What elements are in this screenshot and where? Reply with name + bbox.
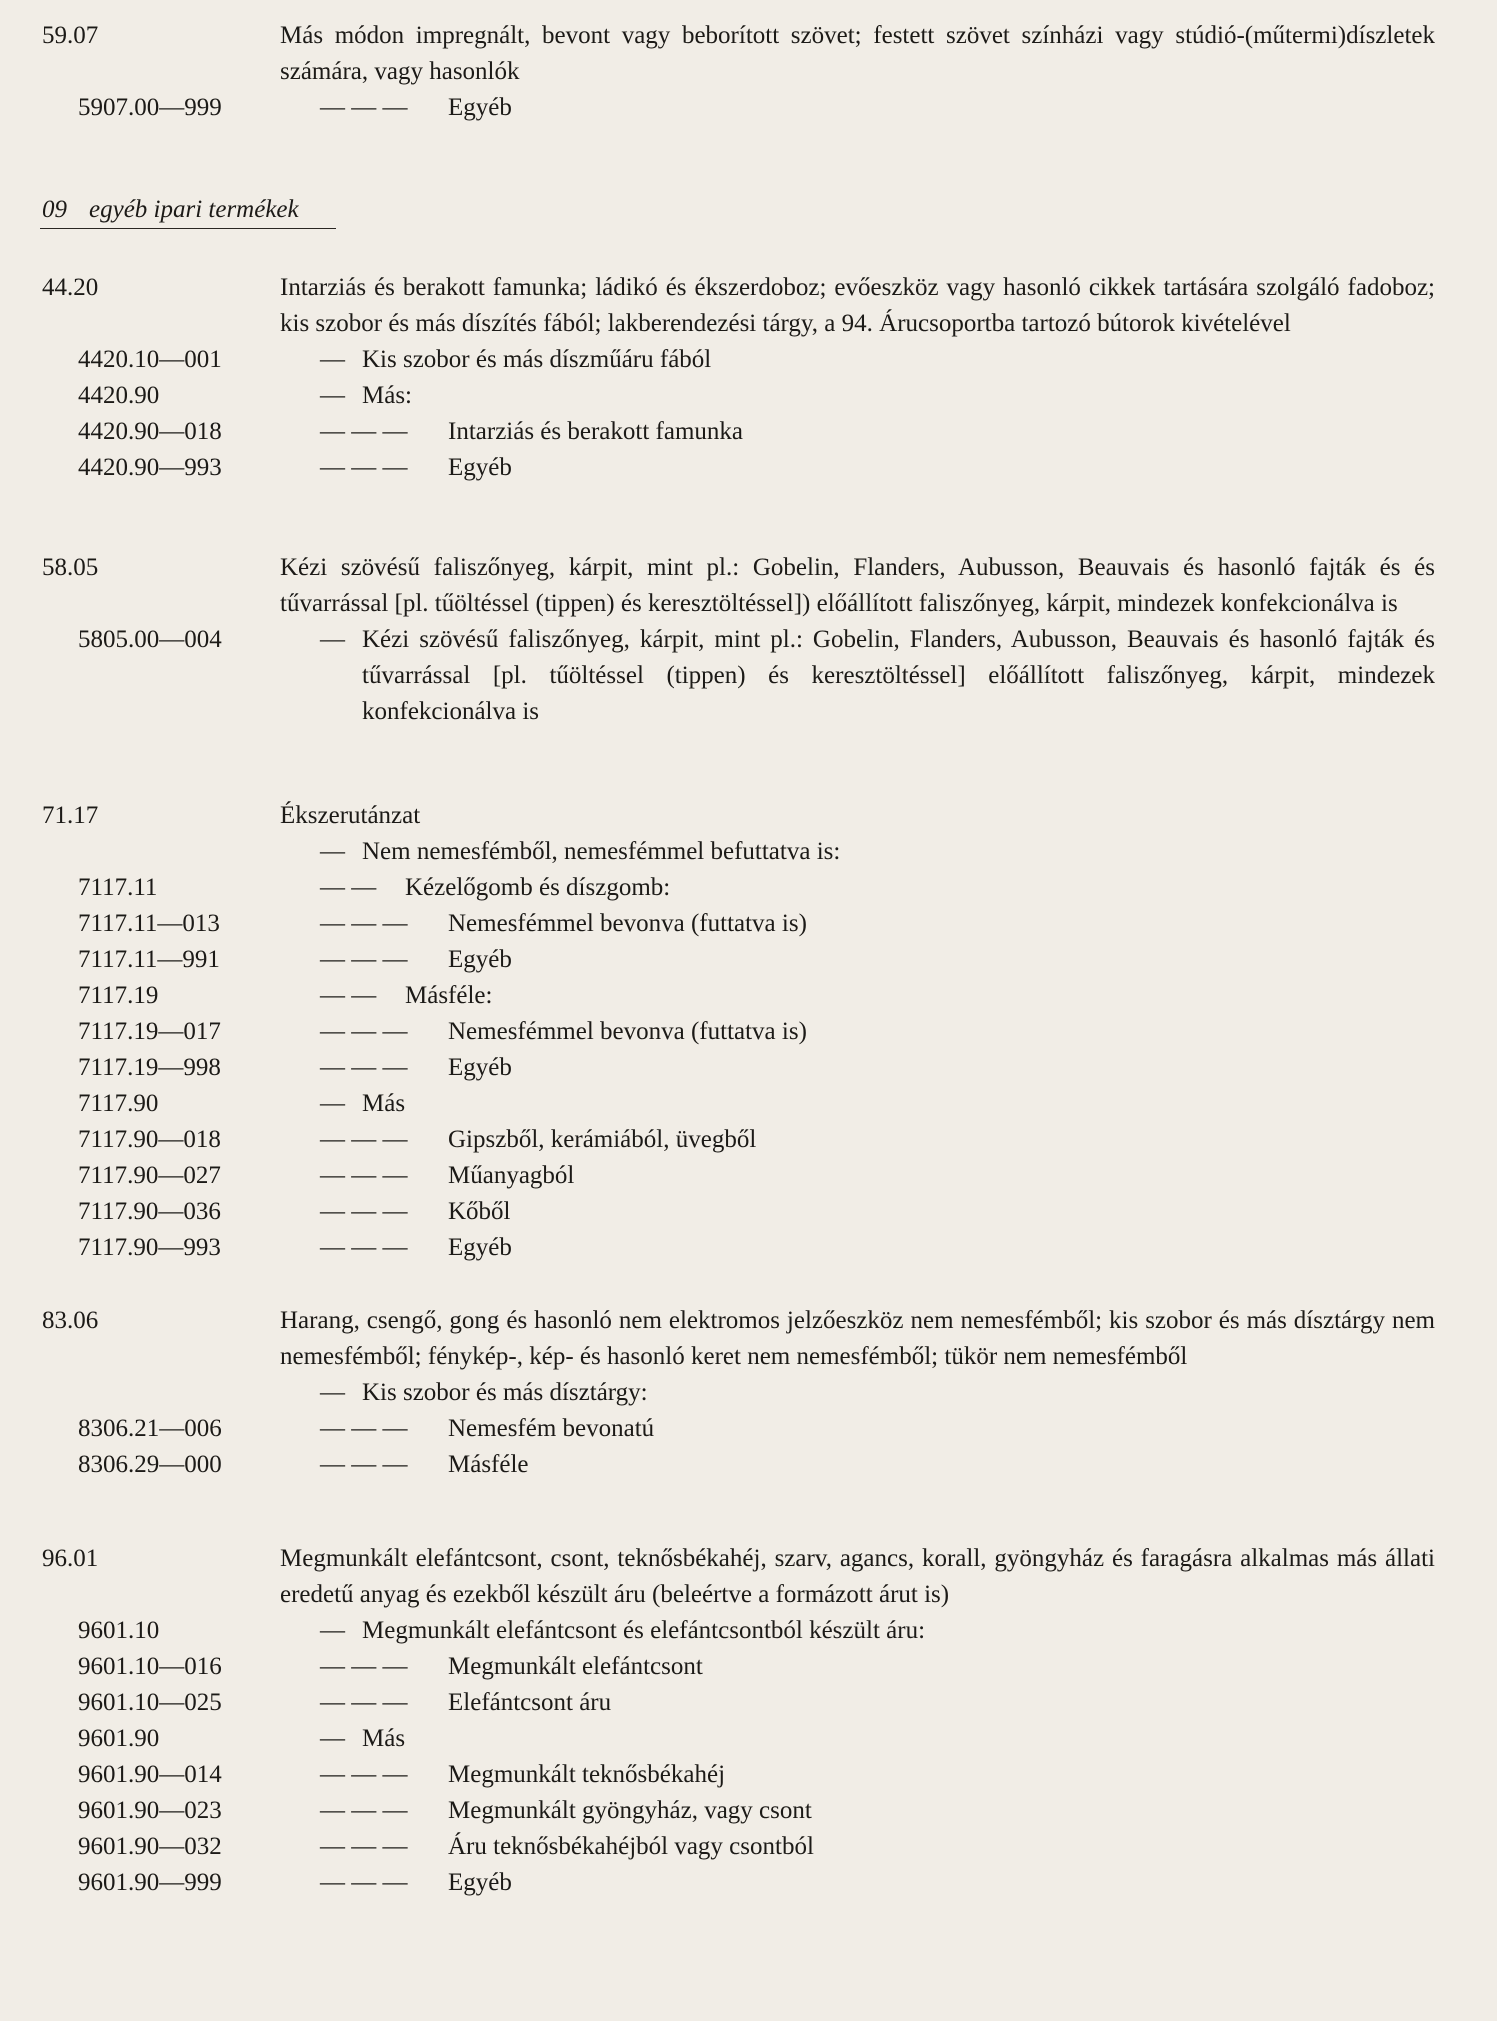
tariff-row <box>0 90 1497 126</box>
heading-code: 59.07 <box>42 22 99 49</box>
tariff-code: 7117.90—993 <box>78 1234 221 1261</box>
indent-dashes: — <box>320 838 345 865</box>
indent-dashes: — <box>320 1379 345 1406</box>
heading-description: Kézi szövésű faliszőnyeg, kárpit, mint pl.: Gobelin, Flanders, Aubusson, Beauvais és hasonló fajták és és tűvarrással [pl. tűöltéssel (tippen) és keresztöltéssel]) előállított faliszőnyeg, kárpit, mindezek konfekcionálva is <box>280 554 1435 617</box>
indent-dashes: — — — <box>320 946 408 973</box>
tariff-description: Megmunkált teknősbékahéj <box>448 1761 726 1788</box>
tariff-description: Kézi szövésű faliszőnyeg, kárpit, mint pl.: Gobelin, Flanders, Aubusson, Beauvais és hasonló fajták és tűvarrással [pl. tűöltéssel (tippen) és keresztöltéssel] előállított faliszőnyeg, kárpit, mindezek konfekcionálva is <box>362 626 1435 725</box>
tariff-code: 4420.10—001 <box>78 346 222 373</box>
category-underline <box>40 228 336 229</box>
tariff-row <box>0 1447 1497 1483</box>
heading-description: Intarziás és berakott famunka; ládikó és ékszerdoboz; evőeszköz vagy hasonló cikkek tartására szolgáló fadoboz; kis szobor és más díszítés fából; lakberendezési tárgy, a 94. Árucsoportba tartozó bútorok kivételével <box>280 274 1435 337</box>
tariff-code: 9601.90—014 <box>78 1761 222 1788</box>
indent-dashes: — — — <box>320 454 408 481</box>
heading-code: 96.01 <box>42 1545 99 1572</box>
category-number: 09 <box>42 196 67 223</box>
tariff-code: 7117.90—018 <box>78 1126 221 1153</box>
tariff-row <box>0 378 1497 414</box>
tariff-code: 9601.90—032 <box>78 1833 222 1860</box>
tariff-description: Gipszből, kerámiából, üvegből <box>448 1126 757 1153</box>
indent-dashes: — — — <box>320 1689 408 1716</box>
tariff-description: Megmunkált elefántcsont <box>448 1653 703 1680</box>
tariff-description: Másféle: <box>405 982 493 1009</box>
indent-dashes: — — — <box>320 1198 408 1225</box>
tariff-code: 9601.10—025 <box>78 1689 222 1716</box>
tariff-row <box>0 1158 1497 1194</box>
indent-dashes: — <box>320 626 345 653</box>
tariff-row <box>0 1793 1497 1829</box>
indent-dashes: — — — <box>320 1797 408 1824</box>
tariff-row <box>0 942 1497 978</box>
indent-dashes: — <box>320 382 345 409</box>
tariff-code: 8306.21—006 <box>78 1415 222 1442</box>
tariff-row <box>0 978 1497 1014</box>
tariff-description: Egyéb <box>448 1869 512 1896</box>
tariff-description: Kőből <box>448 1198 511 1225</box>
indent-dashes: — — — <box>320 910 408 937</box>
indent-dashes: — — — <box>320 1234 408 1261</box>
tariff-code: 9601.10—016 <box>78 1653 222 1680</box>
heading-44-20 <box>0 270 1497 486</box>
heading-description: Harang, csengő, gong és hasonló nem elektromos jelzőeszköz nem nemesfémből; kis szobor és más dísztárgy nem nemesfémből; fénykép-, kép- és hasonló keret nem nemesfémből; tükör nem nemesfémből <box>280 1307 1435 1370</box>
tariff-code: 7117.11—013 <box>78 910 220 937</box>
indent-dashes: — — — <box>320 1869 408 1896</box>
tariff-description: Nemesfémmel bevonva (futtatva is) <box>448 1018 807 1045</box>
heading-description: Megmunkált elefántcsont, csont, teknősbékahéj, szarv, agancs, korall, gyöngyház és faragásra alkalmas más állati eredetű anyag és ezekből készült áru (beleértve a formázott árut is) <box>280 1545 1435 1608</box>
heading-59-07 <box>0 18 1497 126</box>
tariff-row <box>0 870 1497 906</box>
tariff-row <box>0 1375 1497 1411</box>
tariff-description: Más: <box>362 382 412 409</box>
tariff-row <box>0 1757 1497 1793</box>
indent-dashes: — <box>320 1725 345 1752</box>
tariff-description: Megmunkált gyöngyház, vagy csont <box>448 1797 812 1824</box>
heading-83-06 <box>0 1303 1497 1483</box>
tariff-code: 7117.90—036 <box>78 1198 221 1225</box>
indent-dashes: — — — <box>320 1415 408 1442</box>
tariff-row <box>0 1014 1497 1050</box>
tariff-description: Nemesfémmel bevonva (futtatva is) <box>448 910 807 937</box>
tariff-description: Kis szobor és más dísztárgy: <box>362 1379 648 1406</box>
heading-code: 58.05 <box>42 554 99 581</box>
indent-dashes: — — — <box>320 1833 408 1860</box>
indent-dashes: — — — <box>320 1018 408 1045</box>
tariff-row <box>0 1829 1497 1865</box>
tariff-description: Nem nemesfémből, nemesfémmel befuttatva is: <box>362 838 841 865</box>
tariff-description: Nemesfém bevonatú <box>448 1415 655 1442</box>
tariff-description: Kézelőgomb és díszgomb: <box>405 874 671 901</box>
tariff-row <box>0 1050 1497 1086</box>
heading-row <box>0 18 1497 90</box>
tariff-row <box>0 450 1497 486</box>
tariff-code: 9601.90—023 <box>78 1797 222 1824</box>
tariff-description: Intarziás és berakott famunka <box>448 418 744 445</box>
tariff-code: 9601.10 <box>78 1617 160 1644</box>
tariff-code: 7117.90 <box>78 1090 159 1117</box>
indent-dashes: — — — <box>320 1653 408 1680</box>
tariff-code: 5805.00—004 <box>78 626 222 653</box>
indent-dashes: — <box>320 346 345 373</box>
tariff-code: 7117.11—991 <box>78 946 220 973</box>
indent-dashes: — — — <box>320 418 408 445</box>
tariff-description: Elefántcsont áru <box>448 1689 612 1716</box>
heading-row <box>0 1303 1497 1375</box>
heading-58-05 <box>0 550 1497 730</box>
tariff-row <box>0 1086 1497 1122</box>
heading-row <box>0 798 1497 834</box>
tariff-row <box>0 834 1497 870</box>
indent-dashes: — — <box>320 982 377 1009</box>
heading-96-01 <box>0 1541 1497 1901</box>
category-heading <box>42 192 299 228</box>
tariff-row <box>0 1411 1497 1447</box>
tariff-code: 7117.90—027 <box>78 1162 221 1189</box>
tariff-row <box>0 622 1497 730</box>
heading-row <box>0 270 1497 342</box>
tariff-code: 9601.90 <box>78 1725 160 1752</box>
tariff-row <box>0 342 1497 378</box>
heading-code: 71.17 <box>42 802 99 829</box>
heading-71-17 <box>0 798 1497 1266</box>
tariff-code: 7117.11 <box>78 874 158 901</box>
indent-dashes: — — — <box>320 1761 408 1788</box>
tariff-code: 8306.29—000 <box>78 1451 222 1478</box>
indent-dashes: — — — <box>320 1054 408 1081</box>
tariff-description: Egyéb <box>448 94 512 121</box>
tariff-description: Kis szobor és más díszműáru fából <box>362 346 712 373</box>
tariff-code: 5907.00—999 <box>78 94 222 121</box>
tariff-description: Megmunkált elefántcsont és elefántcsontból készült áru: <box>362 1617 926 1644</box>
tariff-code: 7117.19—998 <box>78 1054 221 1081</box>
indent-dashes: — — — <box>320 1126 408 1153</box>
tariff-code: 4420.90—993 <box>78 454 222 481</box>
tariff-description: Más <box>362 1090 406 1117</box>
tariff-code: 7117.19—017 <box>78 1018 221 1045</box>
tariff-row <box>0 1721 1497 1757</box>
heading-row <box>0 550 1497 622</box>
indent-dashes: — — <box>320 874 377 901</box>
indent-dashes: — <box>320 1617 345 1644</box>
indent-dashes: — — — <box>320 1162 408 1189</box>
tariff-description: Egyéb <box>448 1054 512 1081</box>
heading-row <box>0 1541 1497 1613</box>
indent-dashes: — — — <box>320 94 408 121</box>
tariff-code: 4420.90—018 <box>78 418 222 445</box>
tariff-code: 9601.90—999 <box>78 1869 222 1896</box>
tariff-row <box>0 1122 1497 1158</box>
tariff-row <box>0 1865 1497 1901</box>
category-title: egyéb ipari termékek <box>89 196 299 223</box>
tariff-row <box>0 1685 1497 1721</box>
heading-description: Ékszerutánzat <box>280 802 421 829</box>
heading-code: 83.06 <box>42 1307 99 1334</box>
tariff-row <box>0 1649 1497 1685</box>
tariff-description: Műanyagból <box>448 1162 575 1189</box>
heading-code: 44.20 <box>42 274 99 301</box>
tariff-code: 4420.90 <box>78 382 160 409</box>
tariff-description: Egyéb <box>448 946 512 973</box>
heading-description: Más módon impregnált, bevont vagy beborított szövet; festett szövet színházi vagy stúdió-(műtermi)díszletek számára, vagy hasonlók <box>280 22 1435 85</box>
tariff-description: Másféle <box>448 1451 529 1478</box>
tariff-row <box>0 1194 1497 1230</box>
tariff-row <box>0 1230 1497 1266</box>
tariff-description: Egyéb <box>448 454 512 481</box>
tariff-row <box>0 906 1497 942</box>
tariff-code: 7117.19 <box>78 982 159 1009</box>
tariff-description: Egyéb <box>448 1234 512 1261</box>
tariff-description: Áru teknősbékahéjból vagy csontból <box>448 1833 814 1860</box>
indent-dashes: — <box>320 1090 345 1117</box>
tariff-description: Más <box>362 1725 406 1752</box>
tariff-row <box>0 1613 1497 1649</box>
indent-dashes: — — — <box>320 1451 408 1478</box>
tariff-row <box>0 414 1497 450</box>
